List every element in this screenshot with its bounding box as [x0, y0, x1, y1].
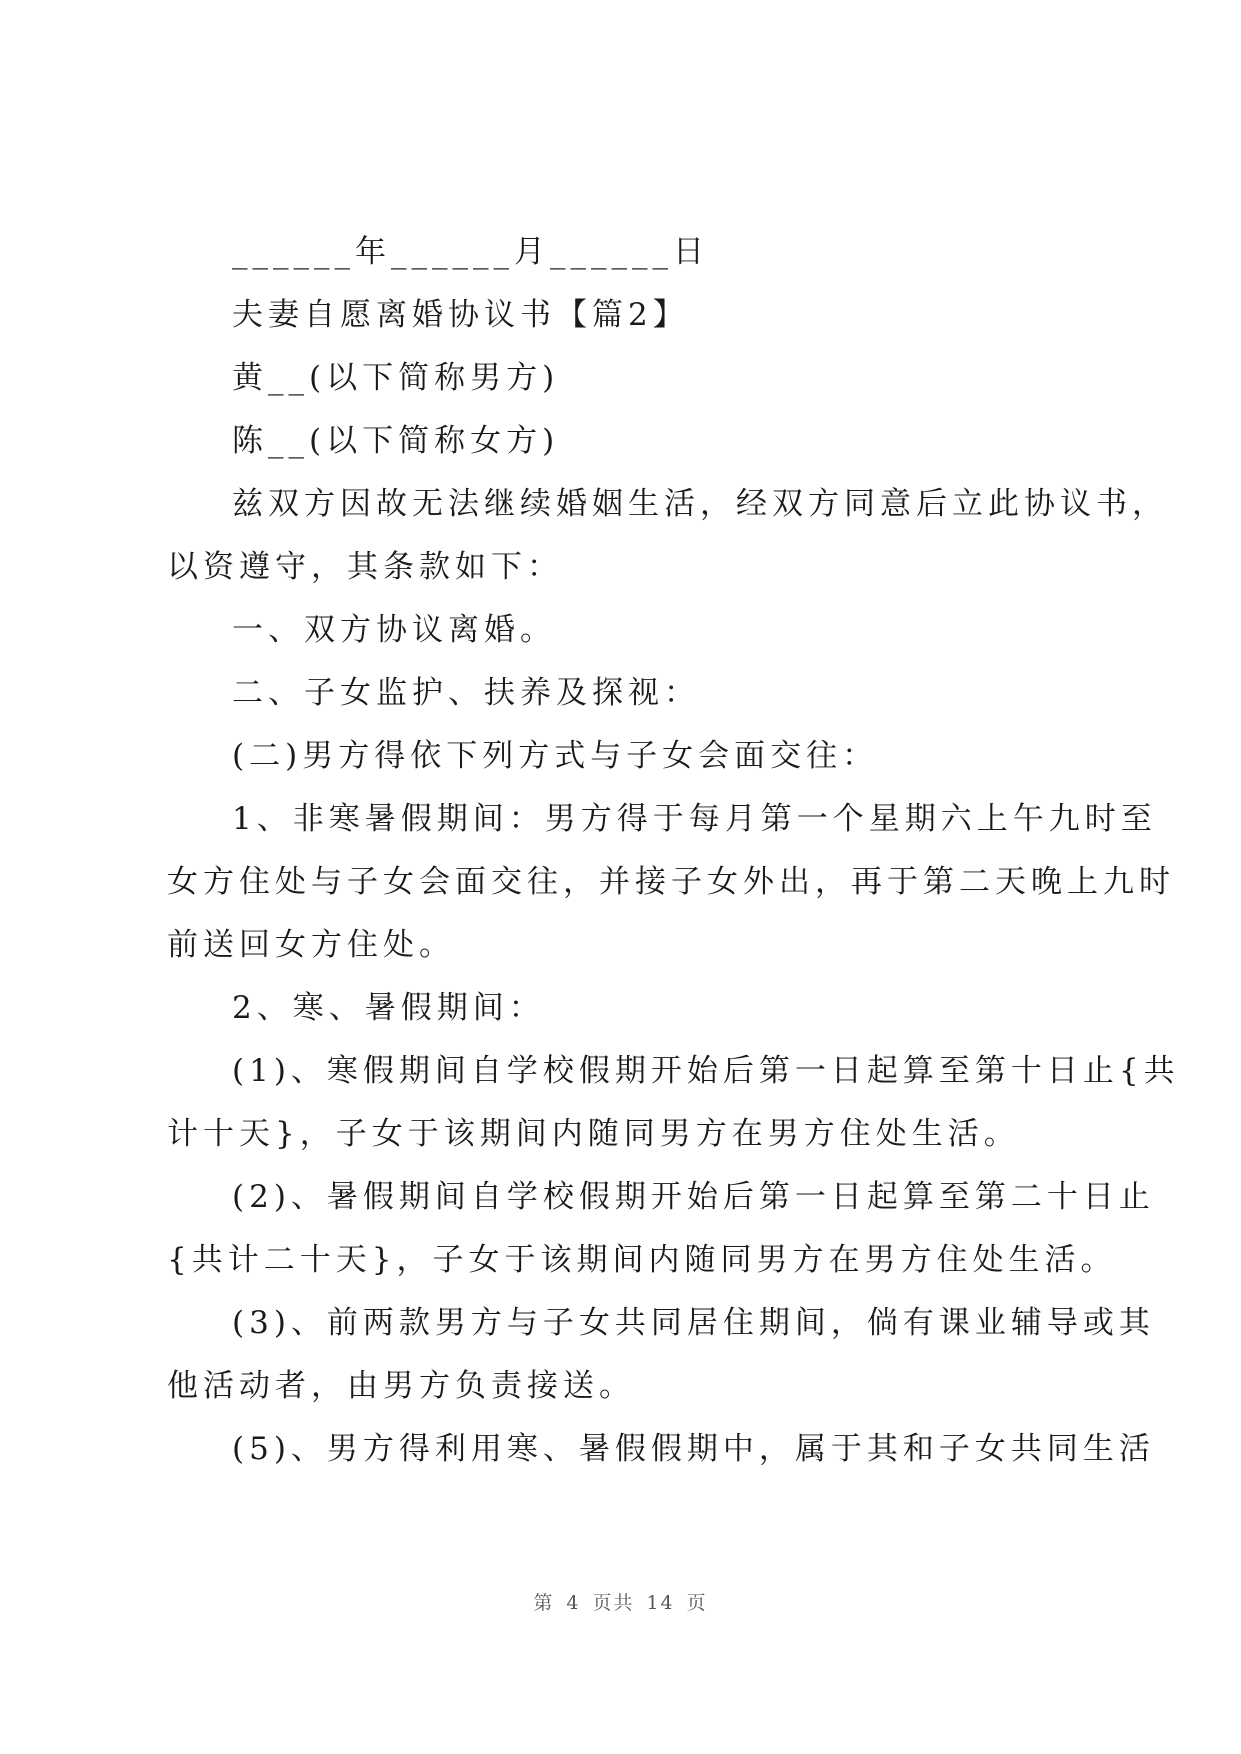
paragraph-line: 兹双方因故无法继续婚姻生活，经双方同意后立此协议书， — [232, 486, 1168, 522]
document-title: 夫妻自愿离婚协议书【篇2】 — [232, 297, 689, 333]
footer-middle: 页共 — [592, 1592, 635, 1614]
paragraph-line: (2)、暑假期间自学校假期开始后第一日起算至第二十日止 — [232, 1179, 1155, 1215]
paragraph-line: 他活动者，由男方负责接送。 — [167, 1368, 635, 1404]
page-footer — [0, 1588, 1241, 1615]
paragraph-line: (3)、前两款男方与子女共同居住期间，倘有课业辅导或其 — [232, 1305, 1155, 1341]
paragraph-line: 前送回女方住处。 — [167, 927, 455, 963]
date-line: ______年______月______日 — [232, 234, 709, 270]
footer-suffix: 页 — [686, 1592, 708, 1614]
total-page-count: 14 — [646, 1592, 675, 1614]
paragraph-line: {共计二十天}，子女于该期间内随同男方在男方住处生活。 — [167, 1242, 1117, 1278]
clause-heading: 二、子女监护、扶养及探视： — [232, 675, 700, 711]
paragraph-line: 以资遵守，其条款如下： — [167, 549, 563, 585]
clause-subheading: (二)男方得依下列方式与子女会面交往： — [232, 738, 879, 774]
party-male: 黄__(以下简称男方) — [232, 360, 560, 396]
party-female: 陈__(以下简称女方) — [232, 423, 560, 459]
paragraph-line: 女方住处与子女会面交往，并接子女外出，再于第二天晚上九时 — [167, 864, 1175, 900]
current-page-number: 4 — [566, 1592, 581, 1614]
clause-heading: 一、双方协议离婚。 — [232, 612, 556, 648]
paragraph-line: (5)、男方得利用寒、暑假假期中，属于其和子女共同生活 — [232, 1431, 1155, 1467]
footer-prefix: 第 — [533, 1592, 555, 1614]
paragraph-line: 1、非寒暑假期间：男方得于每月第一个星期六上午九时至 — [232, 801, 1157, 837]
paragraph-line: (1)、寒假期间自学校假期开始后第一日起算至第十日止{共 — [232, 1053, 1180, 1089]
paragraph-line: 计十天}，子女于该期间内随同男方在男方住处生活。 — [167, 1116, 1020, 1152]
clause-subheading: 2、寒、暑假期间： — [232, 990, 545, 1026]
